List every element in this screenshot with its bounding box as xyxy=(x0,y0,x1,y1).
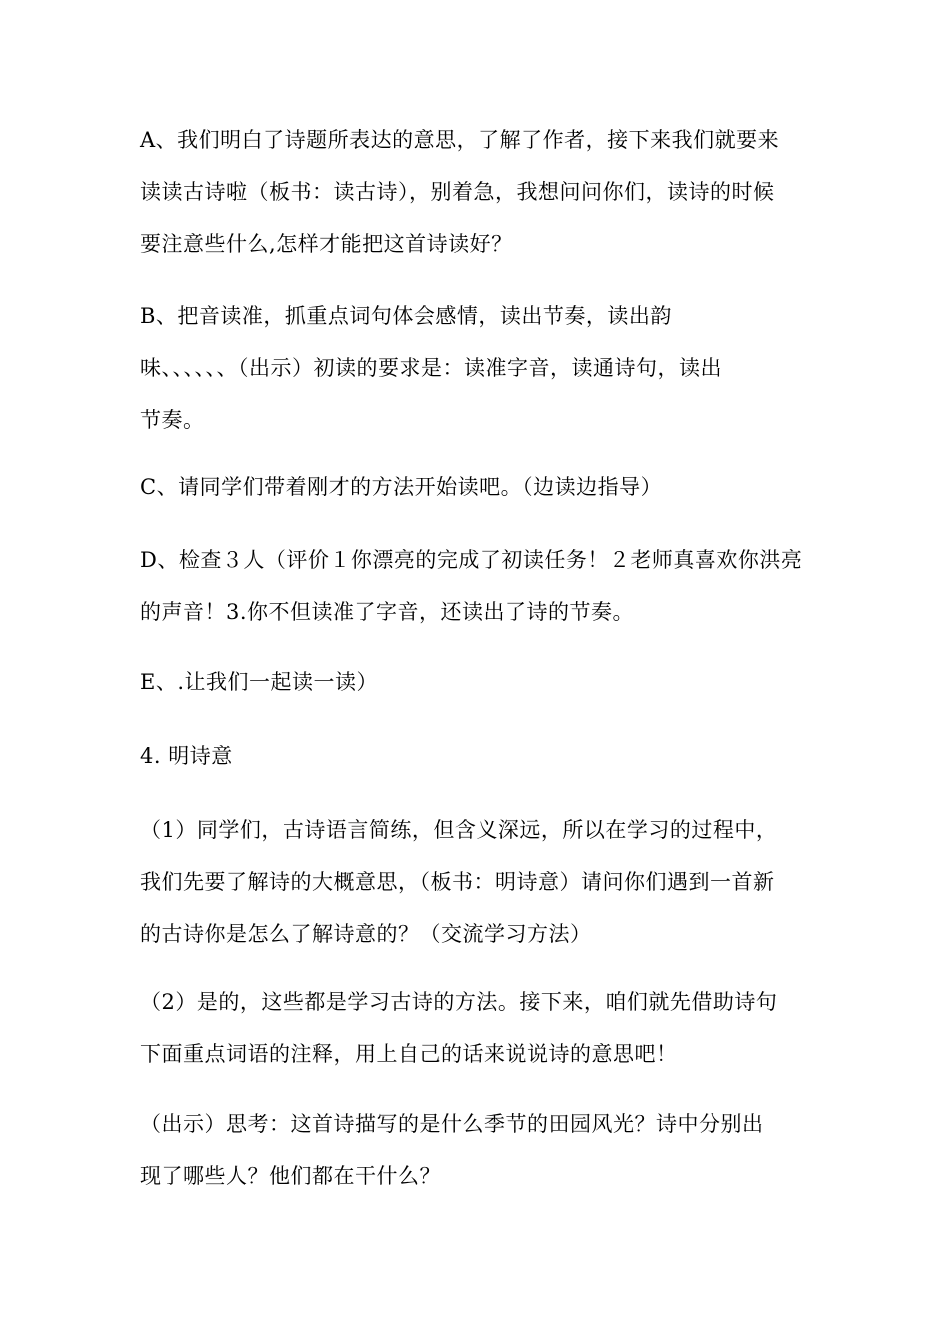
paragraph-step-2 xyxy=(140,976,815,1080)
text-line: 我们先要了解诗的大概意思，（板书：明诗意）请问你们遇到一首新 xyxy=(140,870,775,894)
text-line: 的古诗你是怎么了解诗意的？（交流学习方法） xyxy=(140,922,592,946)
section-heading-4 xyxy=(140,730,815,782)
text-line: A、我们明白了诗题所表达的意思，了解了作者，接下来我们就要来 xyxy=(140,128,780,152)
paragraph-d xyxy=(140,534,815,638)
text-line: （2）是的，这些都是学习古诗的方法。接下来，咱们就先借助诗句 xyxy=(140,990,778,1014)
text-line: D、检查３人（评价１你漂亮的完成了初读任务！２老师真喜欢你洪亮 xyxy=(140,548,803,572)
text-line: 4. 明诗意 xyxy=(140,744,233,768)
text-line: （1）同学们，古诗语言简练，但含义深远，所以在学习的过程中， xyxy=(140,818,778,842)
text-line: 味、、、、、、（出示）初读的要求是：读准字音，读通诗句，读出 xyxy=(140,356,722,380)
text-line: B、把音读准，抓重点词句体会感情，读出节奏，读出韵 xyxy=(140,304,672,328)
text-line: 的声音！3.你不但读准了字音，还读出了诗的节奏。 xyxy=(140,600,635,624)
paragraph-a xyxy=(140,114,815,270)
paragraph-e xyxy=(140,656,815,708)
paragraph-step-1 xyxy=(140,804,815,960)
text-line: （出示）思考：这首诗描写的是什么季节的田园风光？诗中分别出 xyxy=(140,1112,764,1136)
text-line: 读读古诗啦（板书：读古诗），别着急，我想问问你们，读诗的时候 xyxy=(140,180,775,204)
paragraph-b xyxy=(140,290,815,446)
paragraph-c xyxy=(140,461,815,513)
text-line: 要注意些什么,怎样才能把这首诗读好？ xyxy=(140,232,513,256)
text-line: E、.让我们一起读一读） xyxy=(140,670,379,694)
paragraph-think xyxy=(140,1098,815,1202)
text-line: C、请同学们带着刚才的方法开始读吧。（边读边指导） xyxy=(140,475,663,499)
text-line: 下面重点词语的注释，用上自己的话来说说诗的意思吧！ xyxy=(140,1042,678,1066)
text-line: 现了哪些人？他们都在干什么？ xyxy=(140,1164,441,1188)
text-line: 节奏。 xyxy=(140,408,205,432)
